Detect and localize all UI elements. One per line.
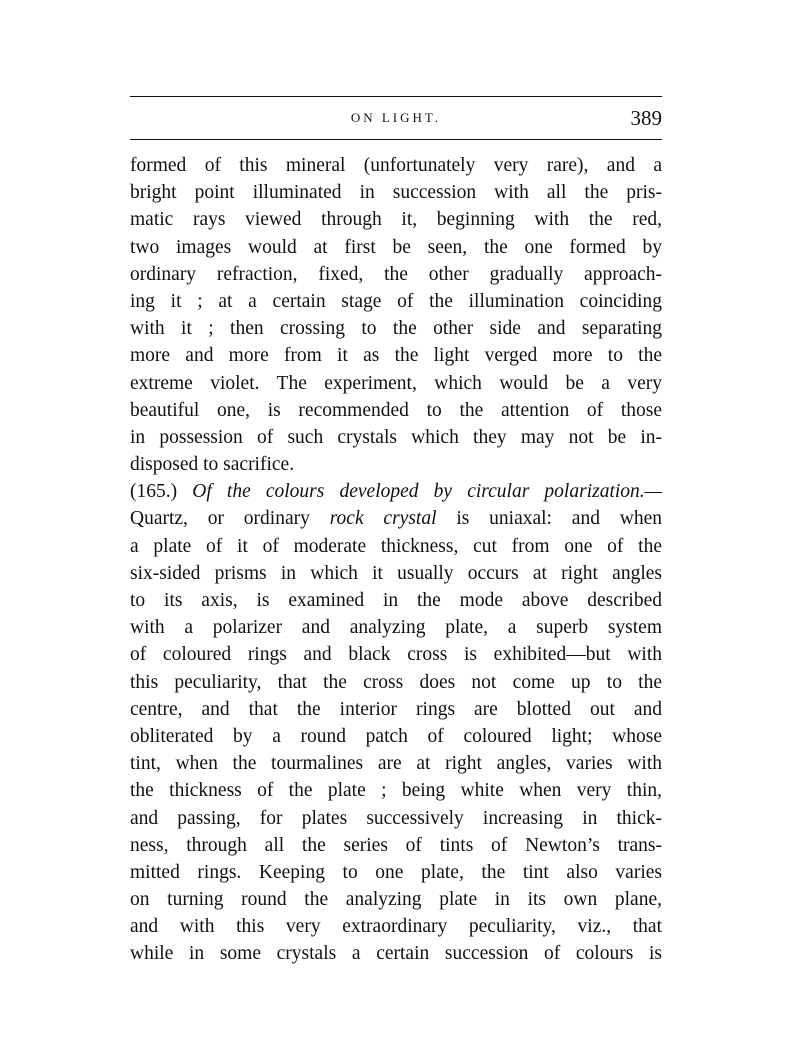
text-line: in possession of such crystals which they may not be in- <box>130 426 662 448</box>
text-line: tint, when the tourmalines are at right angles, varies with <box>130 753 662 775</box>
text-line: two images would at first be seen, the one formed by <box>130 236 662 258</box>
text-line: ing it ; at a certain stage of the illumination coinciding <box>130 290 662 312</box>
text-line: disposed to sacrifice. <box>130 454 295 476</box>
text-line: to its axis, is examined in the mode above described <box>130 590 662 611</box>
section-number: (165.) <box>130 481 178 503</box>
text-line <box>130 505 662 532</box>
text-line: on turning round the analyzing plate in its own plane, <box>130 889 662 911</box>
text-line: centre, and that the interior rings are blotted out and <box>130 698 662 720</box>
body-text <box>130 152 662 968</box>
text-line: obliterated by a round patch of coloured light; whose <box>130 725 662 747</box>
text-line: with a polarizer and analyzing plate, a superb system <box>130 617 662 639</box>
text-line: more and more from it as the light verged more to the <box>130 345 662 367</box>
text-line: mitted rings. Keeping to one plate, the tint also varies <box>130 861 662 883</box>
text-fragment: Quartz, or ordinary <box>130 508 330 530</box>
text-line: a plate of it of moderate thickness, cut from one of the <box>130 535 662 557</box>
text-line: this peculiarity, that the cross does not come up to the <box>130 671 662 693</box>
text-line: the thickness of the plate ; being white when very thin, <box>130 780 662 802</box>
text-line: matic rays viewed through it, beginning with the red, <box>130 209 662 231</box>
text-line: formed of this mineral (unfortunately very rare), and a <box>130 155 662 176</box>
text-line: and with this very extraordinary peculiarity, viz., that <box>130 916 662 938</box>
text-line: six-sided prisms in which it usually occurs at right angles <box>130 562 662 584</box>
text-line: and passing, for plates successively increasing in thick- <box>130 807 662 829</box>
header-rule-top <box>130 96 662 97</box>
running-head <box>130 106 662 130</box>
running-title: ON LIGHT. <box>350 110 442 125</box>
text-line: bright point illuminated in succession with all the pris- <box>130 182 662 204</box>
text-line: with it ; then crossing to the other side and separating <box>130 318 662 340</box>
header-rule-bottom <box>130 139 662 140</box>
section-heading-line <box>130 478 662 505</box>
text-line: ness, through all the series of tints of Newton’s trans- <box>130 834 662 856</box>
page-number: 389 <box>630 106 662 130</box>
text-line: extreme violet. The experiment, which would be a very <box>130 372 662 394</box>
text-line: beautiful one, is recommended to the attention of those <box>130 399 662 421</box>
section-heading: Of the colours developed by circular polarization.— <box>192 481 662 503</box>
text-fragment: is uniaxal: and when <box>436 508 663 530</box>
text-line: ordinary refraction, fixed, the other gradually approach- <box>130 263 662 285</box>
text-line: of coloured rings and black cross is exhibited—but with <box>130 644 662 666</box>
text-line: while in some crystals a certain succession of colours is <box>130 943 662 965</box>
italic-term: rock crystal <box>329 508 437 530</box>
